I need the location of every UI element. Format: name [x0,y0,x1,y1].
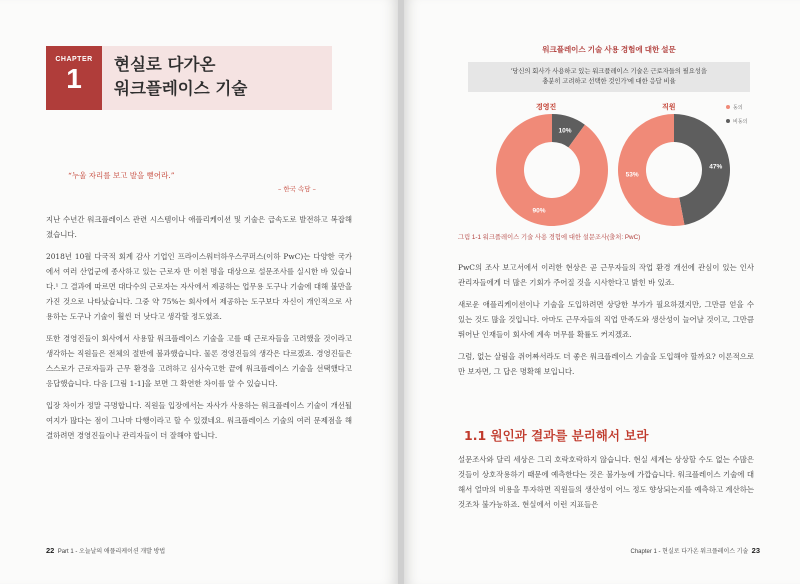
right-page [404,0,800,584]
legend-label-agree: 동의 [733,104,743,111]
left-footer [46,546,165,555]
figure-caption: 그림 1-1 워크플레이스 기술 사용 경험에 대한 설문조사(출처: PwC) [458,234,641,241]
paragraph: 2018년 10월 다국적 회계 감사 기업인 프라이스워터하우스쿠퍼스(이하 PwC)는 다양한 국가에서 여러 산업군에 종사하고 있는 근로자 만 이천 명을 대상으로 설문조사를 실시한 바 있습니다.¹ 그 결과에 따르면 대다수의 근로자는 자사에서 제공하는 업무용 도구나 기술에 대해 불만을 가진 것으로 나타났습니다. 그중 약 75%는 회사에서 제공하는 도구보다 자신이 개인적으로 사용하는 도구나 기술이 훨씬 더 낫다고 생각할 정도였죠. [46,252,352,321]
legend-swatch-disagree [726,119,730,123]
chapter-label: CHAPTER [55,56,93,63]
legend-item-agree [726,100,748,114]
donut-slice-agree [496,114,608,226]
figure-question-line1: '당신의 회사가 사용하고 있는 워크플레이스 기술은 근로자들의 필요성을 [511,68,707,75]
page-number: 23 [751,546,760,555]
right-body-text [458,260,754,386]
chart-legend [726,100,748,128]
legend-label-disagree: 비동의 [733,118,748,125]
figure-question-box [468,62,750,92]
figure-title: 워크플레이스 기술 사용 경험에 대한 설문 [542,45,676,54]
epigraph-quote: “누울 자리를 보고 발을 뻗어라.” [68,171,175,180]
donut-chart-executives [492,110,612,230]
donut-label-agree: 53% [625,171,639,179]
left-page [0,0,398,584]
paragraph: PwC의 조사 보고서에서 이러한 현상은 곧 근무자들의 작업 환경 개선에 관심이 있는 인사 관리자들에게 더 많은 기회가 주어질 것을 시사한다고 밝힌 바 있죠. [458,263,754,287]
donut-chart-employees [614,110,734,230]
chapter-badge [46,46,102,110]
running-head: Part 1 - 오늘날의 애플리케이션 개발 방법 [57,549,166,555]
legend-item-disagree [726,114,748,128]
paragraph: 새로운 애플리케이션이나 기술을 도입하려면 상당한 부가가 필요하겠지만, 그만큼 얻을 수 있는 것도 많을 것입니다. 아마도 근무자들의 직업 만족도와 생산성이 늘어날 것이고, 그만큼 뛰어난 인재들이 회사에 계속 머무를 확률도 커지겠죠. [458,300,754,339]
section-heading: 1.1 원인과 결과를 분리해서 보라 [464,428,649,443]
paragraph: 설문조사와 달리 세상은 그리 호락호락하지 않습니다. 현실 세계는 상상할 수도 없는 수많은 것들이 상호작용하기 때문에 예측한다는 것은 불가능에 가깝습니다. 워크플레이스 기술에 대해서 얼마의 비용을 투자하면 직원들의 생산성이 어느 정도 향상되는지를 예측하고 계산하는 것조차 불가능하죠. 현실에서 이런 지표들은 [458,455,754,509]
chart-label-executives: 경영진 [536,104,557,111]
epigraph-source: – 한국 속담 – [278,185,316,193]
paragraph: 또한 경영진들이 회사에서 사용할 워크플레이스 기술을 고를 때 근로자들을 고려했을 것이라고 생각하는 직원들은 전체의 절반에 불과했습니다. 물론 경영진들의 생각은 다르겠죠. 경영진들은 스스로가 근로자들과 근무 환경을 고려하고 심사숙고한 끝에 워크플레이스 기술을 선택했다고 응답했습니다. 다음 [그림 1-1]을 보면 그 확연한 차이를 알 수 있습니다. [46,334,352,388]
chart-label-employees: 직원 [662,104,676,111]
legend-swatch-agree [726,105,730,109]
donut-label-disagree: 10% [558,127,572,135]
right-footer [630,546,760,555]
page-number: 22 [46,546,55,555]
chapter-title [114,53,247,101]
donut-label-disagree: 47% [709,163,723,171]
chapter-title-line1: 현실로 다가온 [114,55,216,74]
paragraph: 지난 수년간 워크플레이스 관련 시스템이나 애플리케이션 및 기술은 급속도로 발전하고 복잡해졌습니다. [46,215,352,239]
chapter-title-line2: 워크플레이스 기술 [114,79,248,98]
donut-label-agree: 90% [532,207,546,215]
paragraph: 입장 차이가 정말 극명합니다. 직원들 입장에서는 자사가 사용하는 워크플레이스 기술이 개선될 여지가 많다는 점이 그나마 다행이라고 할 수 있겠네요. 워크플레이스 기술의 여러 문제점을 해결하려면 경영진들이나 관리자들이 더 잘해야 합니다. [46,401,352,440]
chapter-number: 1 [66,63,82,94]
right-body-text-2 [458,452,754,519]
left-body-text [46,212,352,450]
paragraph: 그럼, 없는 살림을 쥐어짜서라도 더 좋은 워크플레이스 기술을 도입해야 할까요? 이론적으로만 보자면, 그 답은 명확해 보입니다. [458,352,754,376]
figure-question-line2: 충분히 고려하고 선택한 것인가'에 대한 응답 비율 [542,78,676,85]
running-head: Chapter 1 - 현실로 다가온 워크플레이스 기술 [630,549,749,555]
